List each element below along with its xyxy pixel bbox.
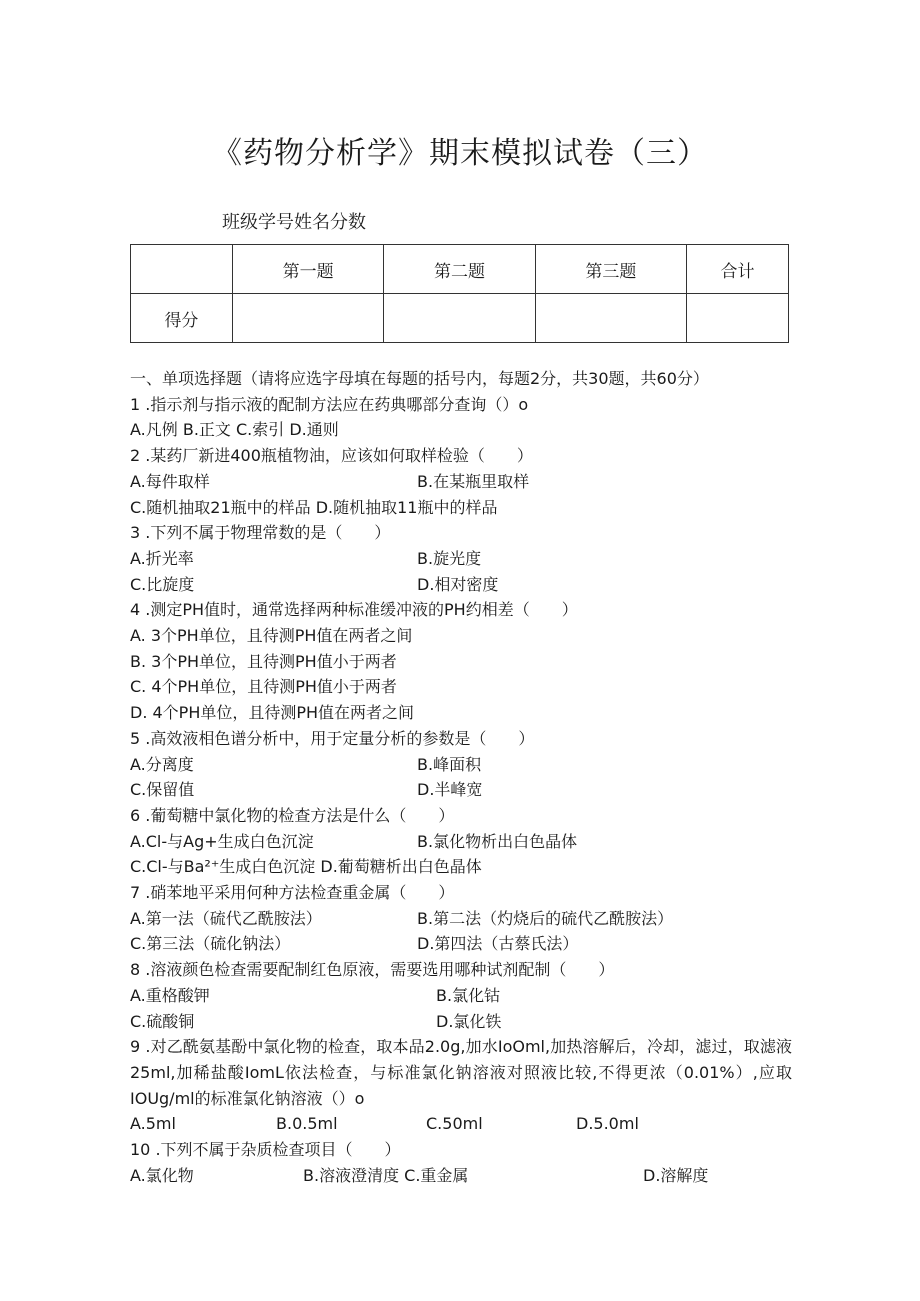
option-b: B.峰面积 bbox=[417, 754, 482, 774]
score-table-header-cell: 第二题 bbox=[384, 245, 535, 294]
option-a: A.5ml bbox=[130, 1114, 176, 1134]
question-stem: 8 .溶液颜色检查需要配制红色原液，需要选用哪种试剂配制（ ） bbox=[130, 960, 615, 980]
student-info-line: 班级学号姓名分数 bbox=[222, 212, 366, 233]
option-row: C.Cl-与Ba²⁺生成白色沉淀 D.葡萄糖析出白色晶体 bbox=[130, 857, 482, 877]
option-row bbox=[130, 1163, 792, 1189]
question-stem: 1 .指示剂与指示液的配制方法应在药典哪部分查询（）o bbox=[130, 394, 529, 414]
option-a: A.分离度 bbox=[130, 754, 194, 774]
score-table bbox=[130, 244, 789, 343]
option-a: A. 3个PH单位，且待测PH值在两者之间 bbox=[130, 626, 413, 646]
score-table-header-row bbox=[131, 245, 789, 294]
score-input-cell[interactable] bbox=[232, 294, 383, 343]
question-stem: 4 .测定PH值时，通常选择两种标准缓冲液的PH约相差（ ） bbox=[130, 600, 578, 620]
question-stem: 5 .高效液相色谱分析中，用于定量分析的参数是（ ） bbox=[130, 728, 535, 748]
option-a: A.氯化物 bbox=[130, 1165, 194, 1185]
option-a: A.重格酸钾 bbox=[130, 985, 210, 1005]
question-stem: 2 .某药厂新进400瓶植物油，应该如何取样检验（ ） bbox=[130, 446, 533, 466]
option-a: A.每件取样 bbox=[130, 471, 210, 491]
option-b-c: B.溶液澄清度 C.重金属 bbox=[303, 1165, 469, 1185]
question-stem: 9 .对乙酰氨基酚中氯化物的检查，取本品2.0g,加水IoOml,加热溶解后，冷却，滤过，取滤液25ml,加稀盐酸IomL依法检查，与标准氯化钠溶液对照液比较,不得更浓（0.01%）,应取IOUg/ml的标准氯化钠溶液（）o bbox=[130, 1037, 792, 1108]
score-table-header-cell bbox=[131, 245, 233, 294]
option-c: C.比旋度 bbox=[130, 574, 195, 594]
option-row bbox=[130, 572, 792, 598]
option-a: A.第一法（硫代乙酰胺法） bbox=[130, 908, 322, 928]
option-b: B.旋光度 bbox=[417, 548, 482, 568]
option-c: C.50ml bbox=[426, 1114, 483, 1134]
question-options: A.凡例 B.正文 C.索引 D.通则 bbox=[130, 420, 339, 440]
option-row bbox=[130, 752, 792, 778]
option-b: B.0.5ml bbox=[276, 1114, 338, 1134]
option-d: D. 4个PH单位，且待测PH值在两者之间 bbox=[130, 703, 415, 723]
option-b: B.在某瓶里取样 bbox=[417, 471, 530, 491]
option-b: B. 3个PH单位，且待测PH值小于两者 bbox=[130, 651, 397, 671]
option-a: A.Cl-与Ag+生成白色沉淀 bbox=[130, 831, 314, 851]
option-d: D.第四法（古蔡氏法） bbox=[417, 934, 579, 954]
option-d: D.5.0ml bbox=[576, 1114, 639, 1134]
score-input-cell[interactable] bbox=[384, 294, 535, 343]
questions-section bbox=[130, 366, 792, 1189]
option-row bbox=[130, 931, 792, 957]
option-a: A.折光率 bbox=[130, 548, 194, 568]
score-input-cell[interactable] bbox=[687, 294, 789, 343]
section-heading: 一、单项选择题（请将应选字母填在每题的括号内，每题2分，共30题，共60分） bbox=[130, 369, 709, 388]
option-row bbox=[130, 777, 792, 803]
option-c: C.保留值 bbox=[130, 780, 195, 800]
option-row: C.随机抽取21瓶中的样品 D.随机抽取11瓶中的样品 bbox=[130, 497, 498, 517]
option-row bbox=[130, 469, 792, 495]
option-row bbox=[130, 829, 792, 855]
option-b: B.氯化物析出白色晶体 bbox=[417, 831, 578, 851]
score-input-cell[interactable] bbox=[535, 294, 686, 343]
option-d: D.氯化铁 bbox=[436, 1011, 502, 1031]
score-row-label: 得分 bbox=[131, 294, 233, 343]
option-d: D.溶解度 bbox=[643, 1165, 709, 1185]
option-row bbox=[130, 546, 792, 572]
option-c: C. 4个PH单位，且待测PH值小于两者 bbox=[130, 677, 397, 697]
option-c: C.硫酸铜 bbox=[130, 1011, 195, 1031]
page-title: 《药物分析学》期末模拟试卷（三） bbox=[212, 136, 708, 171]
score-table-header-cell: 第一题 bbox=[232, 245, 383, 294]
question-stem: 3 .下列不属于物理常数的是（ ） bbox=[130, 523, 391, 543]
question-stem: 10 .下列不属于杂质检查项目（ ） bbox=[130, 1140, 401, 1160]
option-b: B.氯化钴 bbox=[436, 985, 501, 1005]
score-table-header-cell: 第三题 bbox=[535, 245, 686, 294]
question-stem: 6 .葡萄糖中氯化物的检查方法是什么（ ） bbox=[130, 805, 455, 825]
question-stem: 7 .硝苯地平采用何种方法检查重金属（ ） bbox=[130, 883, 455, 903]
option-c: C.第三法（硫化钠法） bbox=[130, 934, 291, 954]
option-b: B.第二法（灼烧后的硫代乙酰胺法） bbox=[417, 908, 674, 928]
option-row bbox=[130, 983, 792, 1009]
score-table-header-cell: 合计 bbox=[687, 245, 789, 294]
option-row bbox=[130, 1111, 792, 1137]
option-d: D.半峰宽 bbox=[417, 780, 483, 800]
option-row bbox=[130, 906, 792, 932]
score-table-row bbox=[131, 294, 789, 343]
option-row bbox=[130, 1009, 792, 1035]
option-d: D.相对密度 bbox=[417, 574, 499, 594]
